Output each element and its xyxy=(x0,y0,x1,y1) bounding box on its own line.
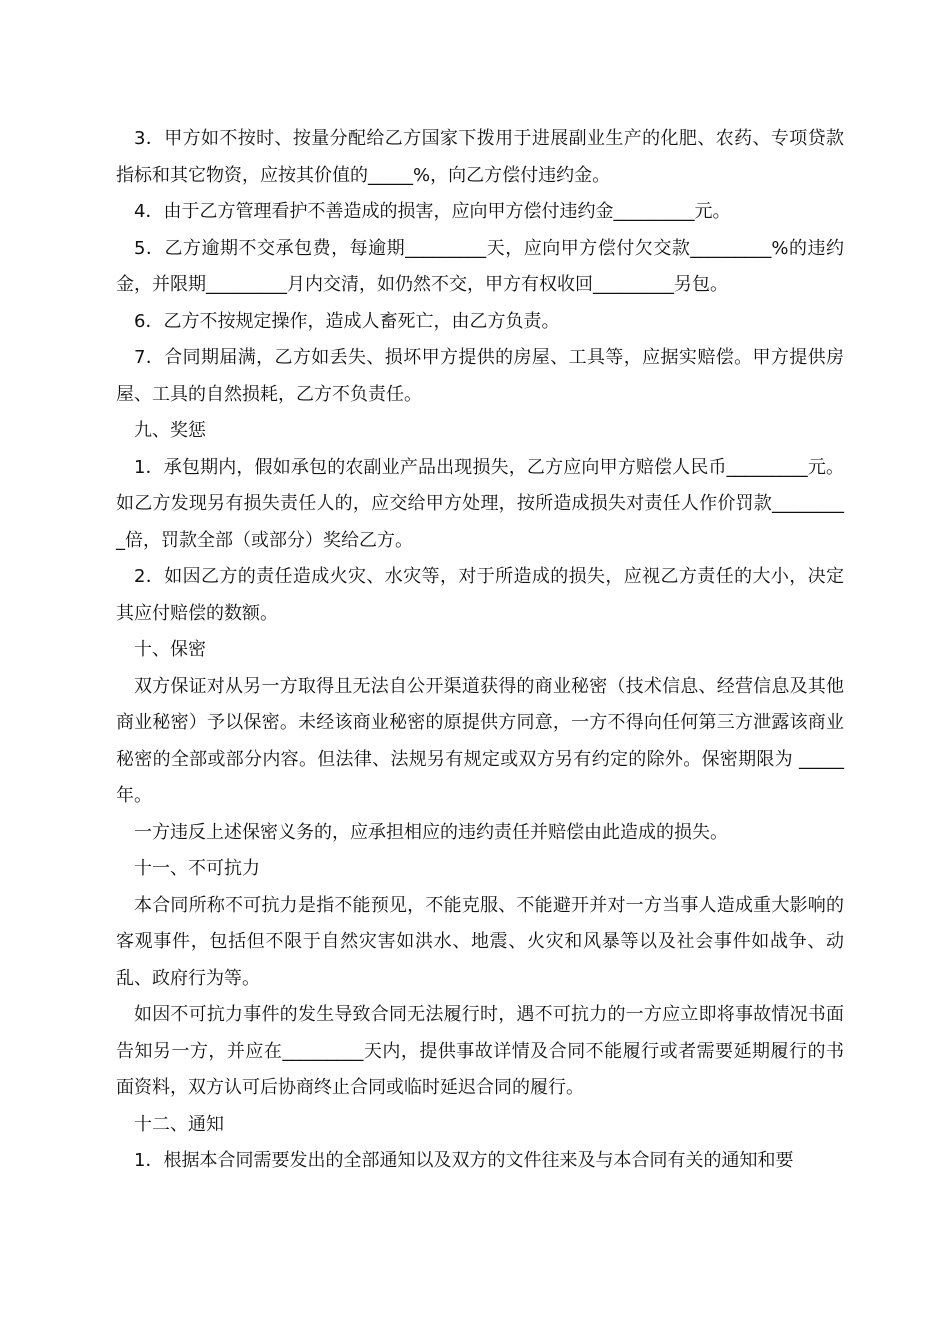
clause-paragraph: 6．乙方不按规定操作，造成人畜死亡，由乙方负责。 xyxy=(134,310,560,332)
clause-paragraph: 一方违反上述保密义务的，应承担相应的违约责任并赔偿由此造成的损失。 xyxy=(134,821,728,843)
clause-paragraph: 1．根据本合同需要发出的全部通知以及双方的文件往来及与本合同有关的通知和要 xyxy=(134,1150,794,1171)
document-body xyxy=(116,121,844,1180)
section-heading: 十一、不可抗力 xyxy=(134,858,260,879)
clause-paragraph: 双方保证对从另一方取得且无法自公开渠道获得的商业秘密（技术信息、经营信息及其他商业秘密）予以保密。未经该商业秘密的原提供方同意，一方不得向任何第三方泄露该商业秘密的全部或部分内容。但法律、法规另有规定或双方另有约定的除外。保密期限为 _____年。 xyxy=(116,675,844,806)
clause-paragraph: 本合同所称不可抗力是指不能预见，不能克服、不能避开并对一方当事人造成重大影响的客观事件，包括但不限于自然灾害如洪水、地震、火灾和风暴等以及社会事件如战争、动乱、政府行为等。 xyxy=(116,894,844,989)
clause-paragraph: 7．合同期届满，乙方如丢失、损坏甲方提供的房屋、工具等，应据实赔偿。甲方提供房屋、工具的自然损耗，乙方不负责任。 xyxy=(116,347,844,405)
section-heading: 十、保密 xyxy=(134,639,206,660)
clause-paragraph: 4．由于乙方管理看护不善造成的损害，应向甲方偿付违约金_________元。 xyxy=(134,201,731,222)
clause-paragraph: 如因不可抗力事件的发生导致合同无法履行时，遇不可抗力的一方应立即将事故情况书面告知另一方，并应在_________天内，提供事故详情及合同不能履行或者需要延期履行的书面资料，双方认可后协商终止合同或临时延迟合同的履行。 xyxy=(116,1004,844,1098)
section-heading: 十二、通知 xyxy=(134,1113,224,1135)
clause-paragraph: 2．如因乙方的责任造成火灾、水灾等，对于所造成的损失，应视乙方责任的大小，决定其应付赔偿的数额。 xyxy=(116,566,844,624)
clause-paragraph: 3．甲方如不按时、按量分配给乙方国家下拨用于进展副业生产的化肥、农药、专项贷款指标和其它物资，应按其价值的_____%，向乙方偿付违约金。 xyxy=(116,128,844,186)
clause-paragraph: 1．承包期内，假如承包的农副业产品出现损失，乙方应向甲方赔偿人民币_________元。如乙方发现另有损失责任人的，应交给甲方处理，按所造成损失对责任人作价罚款_________倍，罚款全部（或部分）奖给乙方。 xyxy=(116,456,844,551)
section-heading: 九、奖惩 xyxy=(134,420,206,441)
clause-paragraph: 5．乙方逾期不交承包费，每逾期_________天，应向甲方偿付欠交款_________%的违约金，并限期_________月内交清，如仍然不交，甲方有权收回_________另包。 xyxy=(116,237,844,295)
